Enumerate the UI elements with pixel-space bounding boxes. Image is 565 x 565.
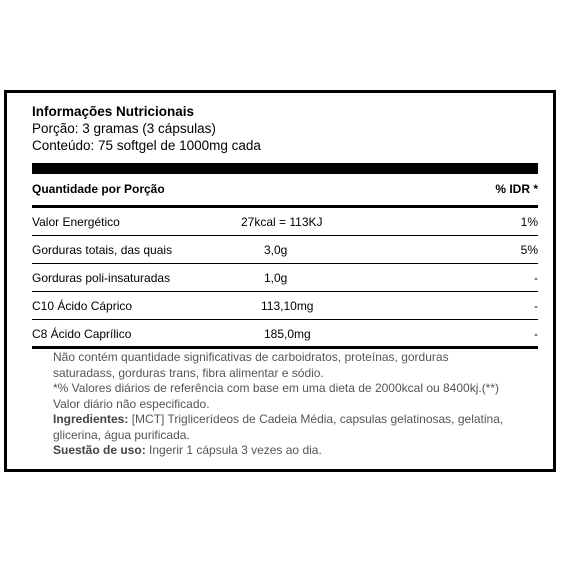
label-title: Informações Nutricionais <box>32 104 195 119</box>
nutrient-percent: 5% <box>520 243 538 257</box>
nutrient-name: Gorduras totais, das quais <box>32 243 173 257</box>
label-header <box>32 103 261 154</box>
column-header-quantity: Quantidade por Porção <box>32 182 165 196</box>
nutrient-name: C10 Ácido Cáprico <box>32 299 133 313</box>
usage-label: Suestão de uso: <box>53 443 146 457</box>
nutrient-quantity: 3,0g <box>264 243 288 257</box>
nutrient-percent: 1% <box>520 215 538 229</box>
nutrient-name: Gorduras poli-insaturadas <box>32 271 171 285</box>
nutrition-label <box>4 90 556 472</box>
notes-divider <box>32 346 538 349</box>
nutrient-percent: - <box>534 271 538 285</box>
label-notes <box>53 350 513 459</box>
table-row <box>32 320 538 347</box>
nutrient-quantity: 113,10mg <box>261 299 314 313</box>
nutrient-percent: - <box>534 327 538 341</box>
table-row <box>32 236 538 264</box>
table-row <box>32 264 538 292</box>
table-row <box>32 208 538 236</box>
usage-value: Ingerir 1 cápsula 3 vezes ao dia. <box>145 443 322 457</box>
nutrient-percent: - <box>534 299 538 313</box>
ingredients-text <box>53 412 513 443</box>
nutrient-name: C8 Ácido Caprílico <box>32 327 132 341</box>
nutrient-quantity: 1,0g <box>264 271 288 285</box>
table-row <box>32 292 538 320</box>
thick-divider <box>32 163 538 174</box>
usage-text <box>53 443 513 459</box>
portion-text: Porção: 3 gramas (3 cápsulas) <box>32 121 216 136</box>
column-header <box>32 182 538 200</box>
ingredients-value: [MCT] Triglicerídeos de Cadeia Média, capsulas gelatinosas, gelatina, glicerina, água purificada. <box>53 412 504 442</box>
nutrient-quantity: 27kcal = 113KJ <box>241 215 323 229</box>
notes-disclaimer: Não contém quantidade significativas de carboidratos, proteínas, gorduras saturadass, gorduras trans, fibra alimentar e sódio. <box>53 350 449 380</box>
nutrient-table <box>32 208 538 347</box>
notes-reference: *% Valores diários de referência com base em uma dieta de 2000kcal ou 8400kj.(**) Valor diário não especificado. <box>53 381 500 411</box>
nutrient-quantity: 185,0mg <box>264 327 311 341</box>
ingredients-label: Ingredientes: <box>53 412 129 426</box>
nutrient-name: Valor Energético <box>32 215 120 229</box>
column-header-idr: % IDR * <box>495 182 538 196</box>
content-text: Conteúdo: 75 softgel de 1000mg cada <box>32 138 261 153</box>
